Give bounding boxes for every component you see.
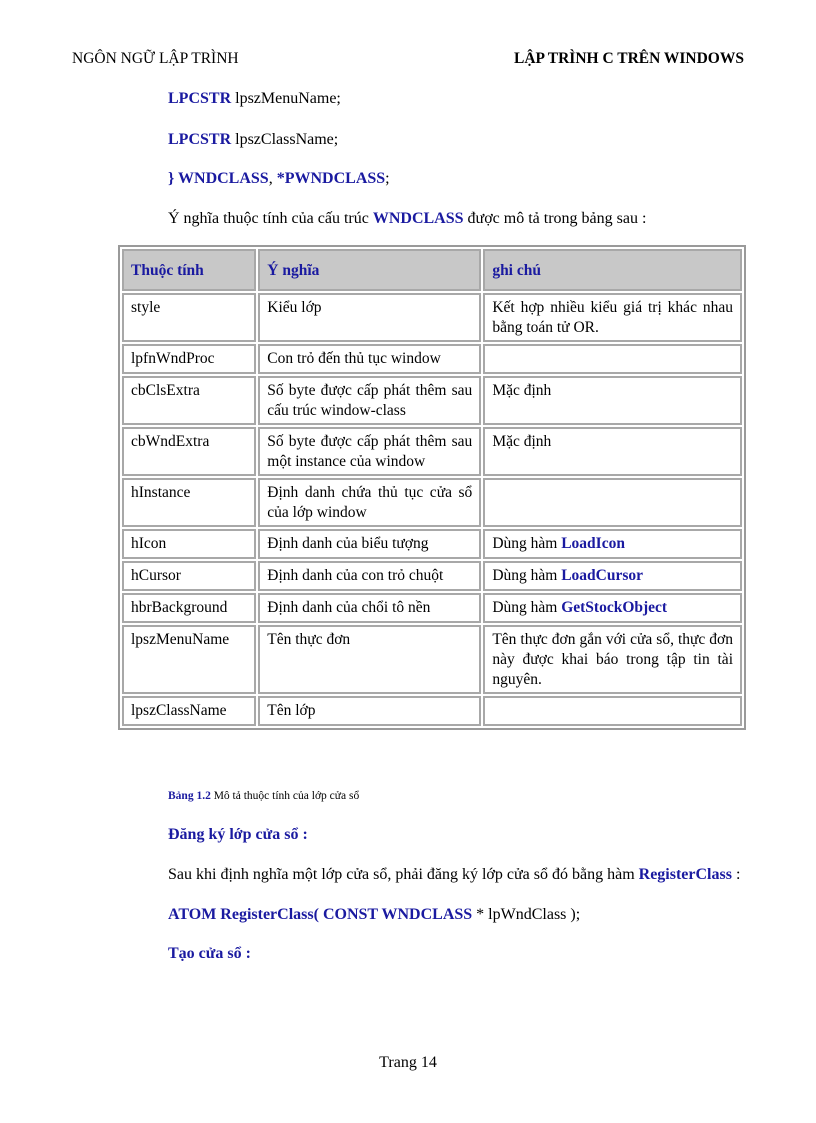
table-row bbox=[122, 625, 742, 694]
note-text: Kết hợp nhiều kiểu giá trị khác nhau bằng toán tử OR. bbox=[492, 299, 733, 336]
col-header: Thuộc tính bbox=[122, 249, 256, 291]
cell-attribute: style bbox=[122, 293, 256, 342]
cell-attribute: cbWndExtra bbox=[122, 427, 256, 476]
cell-attribute: hbrBackground bbox=[122, 593, 256, 623]
section-title: Đăng ký lớp cửa sổ : bbox=[168, 826, 308, 843]
header-left: NGÔN NGỮ LẬP TRÌNH bbox=[72, 50, 239, 67]
paragraph-keyword: RegisterClass bbox=[638, 866, 732, 883]
table-row bbox=[122, 293, 742, 342]
code-text: lpszMenuName; bbox=[231, 90, 341, 107]
paragraph-text: : bbox=[731, 866, 741, 883]
table-header-row bbox=[122, 249, 742, 291]
code-text: * lpWndClass ); bbox=[472, 906, 581, 923]
cell-attribute: cbClsExtra bbox=[122, 376, 256, 425]
intro-paragraph bbox=[168, 210, 646, 228]
cell-note bbox=[483, 696, 742, 726]
attribute-table bbox=[118, 245, 746, 730]
code-keyword: ATOM RegisterClass( CONST WNDCLASS bbox=[168, 906, 473, 923]
table-row bbox=[122, 529, 742, 559]
code-keyword: *PWNDCLASS bbox=[276, 170, 386, 187]
cell-note bbox=[483, 344, 742, 374]
cell-note bbox=[483, 529, 742, 559]
cell-note bbox=[483, 593, 742, 623]
intro-keyword: WNDCLASS bbox=[372, 210, 464, 227]
cell-note bbox=[483, 625, 742, 694]
cell-attribute: lpfnWndProc bbox=[122, 344, 256, 374]
cell-attribute: hCursor bbox=[122, 561, 256, 591]
code-text: , bbox=[268, 170, 277, 187]
cell-meaning: Định danh của chổi tô nền bbox=[258, 593, 481, 623]
intro-text: Ý nghĩa thuộc tính của cấu trúc bbox=[168, 210, 373, 227]
code-text: ; bbox=[385, 170, 390, 187]
header-right: LẬP TRÌNH C TRÊN WINDOWS bbox=[514, 50, 744, 67]
code-line bbox=[168, 131, 338, 149]
cell-meaning: Định danh của con trỏ chuột bbox=[258, 561, 481, 591]
paragraph bbox=[168, 866, 740, 884]
note-keyword: LoadCursor bbox=[561, 567, 644, 584]
cell-meaning: Tên thực đơn bbox=[258, 625, 481, 694]
code-keyword: LPCSTR bbox=[168, 90, 232, 107]
code-line bbox=[168, 170, 390, 188]
cell-meaning: Con trỏ đến thủ tục window bbox=[258, 344, 481, 374]
code-keyword: } WNDCLASS bbox=[168, 170, 269, 187]
note-keyword: LoadIcon bbox=[561, 535, 625, 552]
table-body bbox=[122, 293, 742, 726]
table-caption bbox=[168, 790, 359, 802]
cell-note bbox=[483, 561, 742, 591]
intro-text: được mô tả trong bảng sau : bbox=[463, 210, 647, 227]
cell-meaning: Số byte được cấp phát thêm sau một instance của window bbox=[258, 427, 481, 476]
paragraph-text: Sau khi định nghĩa một lớp cửa sổ, phải đăng ký lớp cửa sổ đó bằng hàm bbox=[168, 866, 639, 883]
caption-text: Mô tả thuộc tính của lớp cửa sổ bbox=[210, 790, 360, 802]
cell-note bbox=[483, 478, 742, 527]
cell-attribute: lpszMenuName bbox=[122, 625, 256, 694]
note-text: Dùng hàm bbox=[492, 535, 562, 552]
table-row bbox=[122, 344, 742, 374]
cell-attribute: hInstance bbox=[122, 478, 256, 527]
section-title: Tạo cửa sổ : bbox=[168, 945, 251, 962]
note-text: Dùng hàm bbox=[492, 599, 562, 616]
table-row bbox=[122, 561, 742, 591]
code-text: lpszClassName; bbox=[231, 131, 339, 148]
table-row bbox=[122, 427, 742, 476]
note-text: Tên thực đơn gắn với cửa sổ, thực đơn này được khai báo trong tập tin tài nguyên. bbox=[492, 631, 733, 688]
col-header: ghi chú bbox=[483, 249, 742, 291]
code-line bbox=[168, 90, 341, 108]
note-text: Mặc định bbox=[492, 382, 552, 399]
table-row bbox=[122, 593, 742, 623]
cell-note bbox=[483, 293, 742, 342]
table-row bbox=[122, 376, 742, 425]
cell-note bbox=[483, 376, 742, 425]
cell-meaning: Số byte được cấp phát thêm sau cấu trúc window-class bbox=[258, 376, 481, 425]
caption-label: Bảng 1.2 bbox=[168, 790, 211, 802]
code-line bbox=[168, 906, 580, 924]
note-keyword: GetStockObject bbox=[561, 599, 668, 616]
col-header: Ý nghĩa bbox=[258, 249, 481, 291]
note-text: Dùng hàm bbox=[492, 567, 562, 584]
table-row bbox=[122, 478, 742, 527]
cell-meaning: Kiểu lớp bbox=[258, 293, 481, 342]
cell-meaning: Tên lớp bbox=[258, 696, 481, 726]
cell-meaning: Định danh chứa thủ tục cửa sổ của lớp window bbox=[258, 478, 481, 527]
cell-meaning: Định danh của biểu tượng bbox=[258, 529, 481, 559]
note-text: Mặc định bbox=[492, 433, 552, 450]
code-keyword: LPCSTR bbox=[168, 131, 232, 148]
cell-note bbox=[483, 427, 742, 476]
cell-attribute: hIcon bbox=[122, 529, 256, 559]
page-number: Trang 14 bbox=[379, 1054, 437, 1071]
cell-attribute: lpszClassName bbox=[122, 696, 256, 726]
table-row bbox=[122, 696, 742, 726]
